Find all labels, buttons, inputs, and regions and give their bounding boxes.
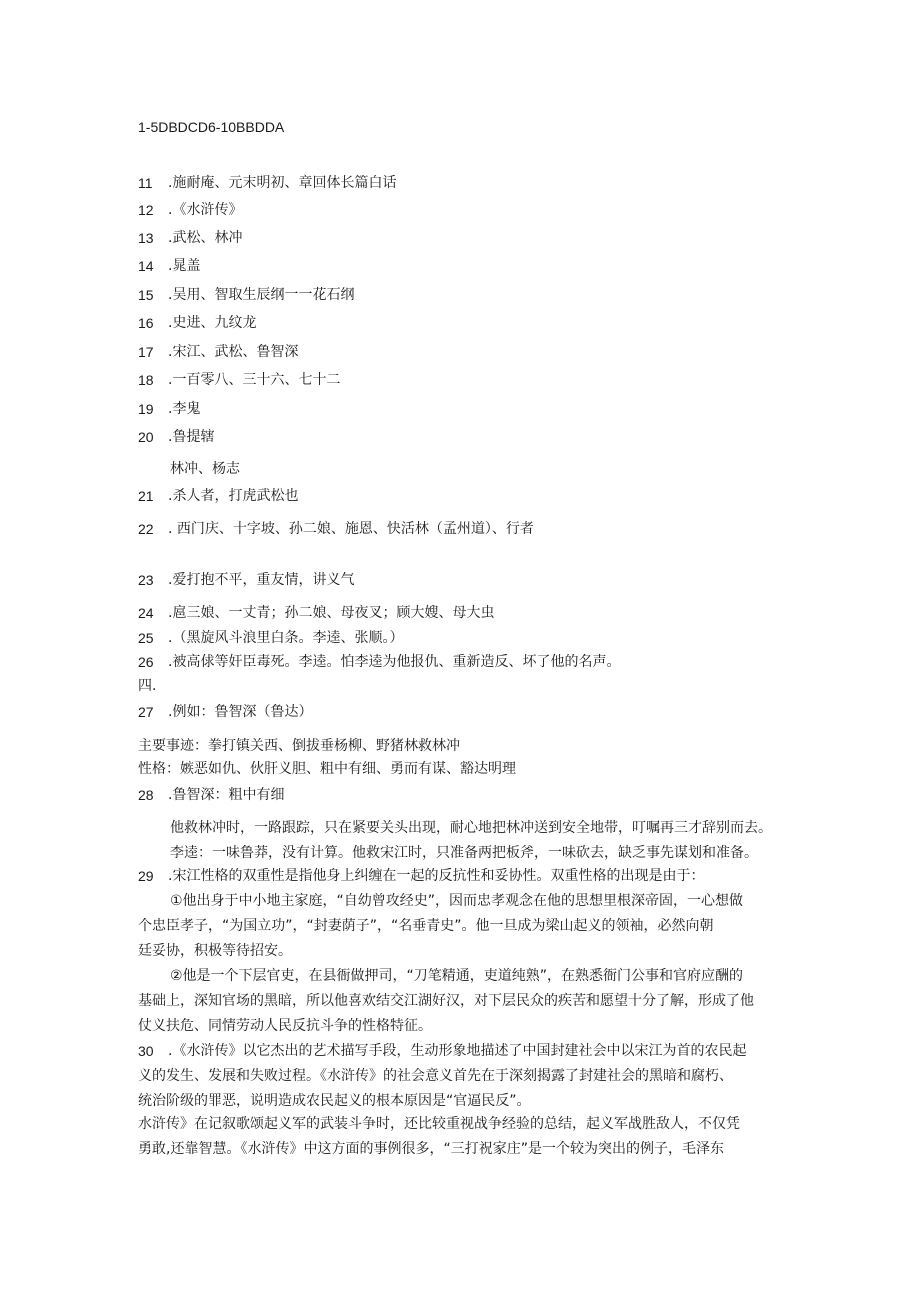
item-text: .一百零八、三十六、七十二 (168, 372, 341, 388)
section-heading: 四. (138, 678, 157, 694)
paragraph-line: ②他是一个下层官吏，在县衙做押司，“刀笔精通，吏道纯熟”，在熟悉衙门公事和官府应酬的 (170, 968, 744, 984)
item-number: 21 (138, 488, 154, 504)
item-number: 16 (138, 315, 154, 331)
item-text: . 西门庆、十字坡、孙二娘、施恩、快活林（孟州道）、行者 (168, 521, 534, 537)
item-text: .李鬼 (168, 401, 201, 417)
paragraph-line: 他救林冲时，一路跟踪，只在紧要关头出现，耐心地把林冲送到安全地带，叮嘱再三才辞别而去。 (170, 820, 772, 836)
item-number: 26 (138, 654, 154, 670)
paragraph-line: 李逵：一味鲁莽，没有计算。他救宋江时，只准备两把板斧，一味砍去，缺乏事先谋划和准备。 (170, 845, 758, 861)
paragraph-line: 义的发生、发展和失败过程。《水浒传》的社会意义首先在于深刻揭露了封建社会的黑暗和腐朽、 (138, 1068, 733, 1084)
item-text: .史进、九纹龙 (168, 315, 257, 331)
item-number: 27 (138, 704, 154, 720)
item-number: 19 (138, 401, 154, 417)
item-number: 17 (138, 344, 154, 360)
paragraph-line: 勇敢,还靠智慧。《水浒传》中这方面的事例很多，“三打祝家庄”是一个较为突出的例子，毛泽东 (138, 1141, 724, 1157)
item-number: 28 (138, 787, 154, 803)
paragraph-line: 廷妥协，积极等待招安。 (138, 943, 292, 959)
item-text: .鲁智深：粗中有细 (168, 787, 285, 803)
paragraph-line: 基础上，深知官场的黑暗，所以他喜欢结交江湖好汉，对下层民众的疾苦和愿望十分了解，形成了他 (138, 993, 754, 1009)
q27-deeds: 主要事迹：拳打镇关西、倒拔垂杨柳、野猪林救林冲 (138, 738, 460, 754)
item-text: .施耐庵、元末明初、章回体长篇白话 (168, 175, 397, 191)
item-text: .被高俅等奸臣毒死。李逵。怕李逵为他报仇、重新造反、坏了他的名声。 (168, 654, 621, 670)
item-number: 11 (138, 175, 153, 191)
item-number: 13 (138, 230, 154, 246)
item-number: 20 (138, 429, 154, 445)
item-number: 14 (138, 258, 154, 274)
item-text: .扈三娘、一丈青；孙二娘、母夜叉；顾大嫂、母大虫 (168, 605, 495, 621)
item-number: 18 (138, 372, 154, 388)
paragraph-line: 仗义扶危、同情劳动人民反抗斗争的性格特征。 (138, 1018, 432, 1034)
item-text: .晁盖 (168, 258, 201, 274)
item-text: .宋江、武松、鲁智深 (168, 344, 299, 360)
item-text: .爱打抱不平，重友情，讲义气 (168, 572, 355, 588)
item-number: 12 (138, 202, 154, 218)
item-text: .（黑旋风斗浪里白条。李逵、张顺。） (168, 630, 404, 646)
item-number: 23 (138, 572, 154, 588)
item-number: 24 (138, 605, 154, 621)
item-text: .宋江性格的双重性是指他身上纠缠在一起的反抗性和妥协性。双重性格的出现是由于： (168, 868, 705, 884)
paragraph-line: 水浒传》在记叙歌颂起义军的武装斗争时，还比较重视战争经验的总结，起义军战胜敌人，不仅凭 (138, 1116, 740, 1132)
item-text: .《水浒传》 (168, 202, 243, 218)
item20-extra: 林冲、杨志 (170, 461, 240, 477)
answer-key-line: 1-5DBDCD6-10BBDDA (138, 119, 285, 135)
paragraph-line: ①他出身于中小地主家庭，“自幼曾攻经史”，因而忠孝观念在他的思想里根深帝固，一心想做 (170, 893, 744, 909)
item-text: .《水浒传》以它杰出的艺术描写手段，生动形象地描述了中国封建社会中以宋江为首的农民起 (168, 1043, 747, 1059)
item-text: .武松、林冲 (168, 230, 243, 246)
item-text: .例如：鲁智深（鲁达） (168, 704, 313, 720)
item-number: 30 (138, 1043, 154, 1059)
item-text: .鲁提辖 (168, 429, 215, 445)
item-text: .吴用、智取生辰纲一一花石纲 (168, 287, 355, 303)
item-number: 29 (138, 868, 154, 884)
item-text: .杀人者，打虎武松也 (168, 488, 299, 504)
paragraph-line: 个忠臣孝子，“为国立功”，“封妻荫子”，“名垂青史”。他一旦成为梁山起义的领袖，必然向朝 (138, 918, 714, 934)
q27-traits: 性格：嫉恶如仇、伙肝义胆、粗中有细、勇而有谋、豁达明理 (138, 761, 516, 777)
item-number: 22 (138, 521, 154, 537)
item-number: 25 (138, 630, 154, 646)
item-number: 15 (138, 287, 154, 303)
paragraph-line: 统治阶级的罪恶，说明造成农民起义的根本原因是“官逼民反”。 (138, 1093, 531, 1109)
